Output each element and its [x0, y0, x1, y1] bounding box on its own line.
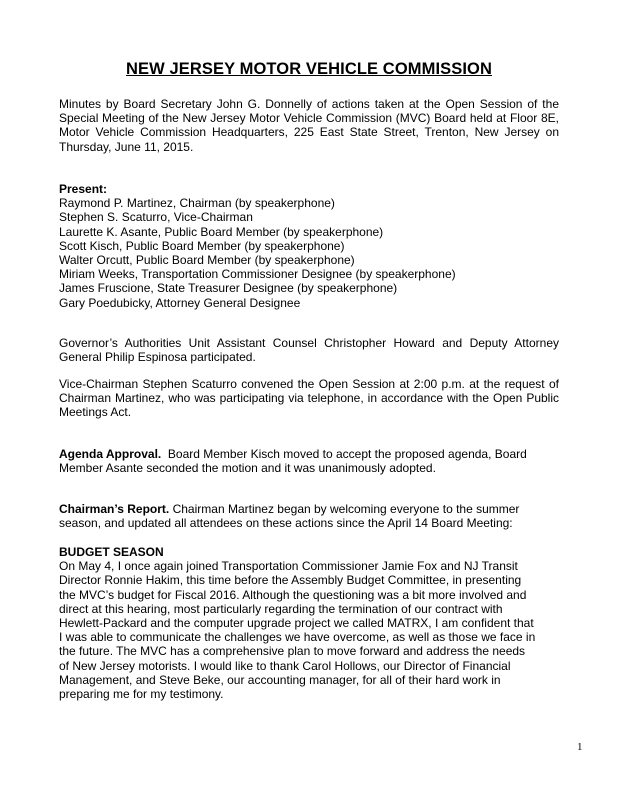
chairman-report-paragraph: [59, 502, 559, 530]
budget-line: direct at this hearing, most particularly regarding the termination of our contract with: [59, 601, 503, 616]
budget-line: of New Jersey motorists. I would like to thank Carol Hollows, our Director of Financial: [59, 658, 511, 673]
chairman-report-heading: Chairman’s Report.: [59, 502, 170, 516]
intro-paragraph: Minutes by Board Secretary John G. Donnelly of actions taken at the Open Session of the Special Meeting of the New Jersey Motor Vehicle Commission (MVC) Board held at Floor 8E, Motor Vehicle Commission Headquarters, 225 East State Street, Trenton, New Jersey on Thursday, June 11, 2015.: [59, 97, 559, 154]
budget-line: Director Ronnie Hakim, this time before the Assembly Budget Committee, in presenting: [59, 573, 522, 588]
budget-heading: BUDGET SEASON: [59, 545, 164, 559]
present-section: [59, 182, 559, 310]
chairman-report-text: Chairman Martinez began by welcoming everyone to the summer season, and updated all attendees on these actions since the April 14 Board Meeting:: [59, 502, 520, 531]
budget-line: Management, and Steve Beke, our accounting manager, for all of their hard work in: [59, 672, 501, 687]
member-line: Miriam Weeks, Transportation Commissioner Designee (by speakerphone): [59, 267, 456, 282]
budget-line: Hewlett-Packard and the computer upgrade project we called MATRX, I am confident that: [59, 616, 534, 631]
budget-line: On May 4, I once again joined Transportation Commissioner Jamie Fox and NJ Transit: [59, 559, 518, 574]
agenda-paragraph: [59, 447, 559, 475]
budget-line: the future. The MVC has a comprehensive plan to move forward and address the needs: [59, 644, 526, 659]
budget-line: the MVC’s budget for Fiscal 2016. Although the questioning was a bit more involved and: [59, 587, 527, 602]
member-line: Walter Orcutt, Public Board Member (by speakerphone): [59, 253, 355, 268]
member-line: Stephen S. Scaturro, Vice-Chairman: [59, 210, 253, 225]
agenda-text: Board Member Kisch moved to accept the proposed agenda, Board Member Asante seconded the motion and it was unanimously adopted.: [59, 447, 527, 476]
budget-line: I was able to communicate the challenges we have overcome, as well as those we face in: [59, 630, 536, 645]
agenda-heading: Agenda Approval.: [59, 447, 162, 461]
participants-paragraph: Governor’s Authorities Unit Assistant Counsel Christopher Howard and Deputy Attorney General Philip Espinosa participated.: [59, 336, 559, 365]
present-heading: Present:: [59, 182, 108, 196]
budget-line: preparing me for my testimony.: [59, 687, 224, 702]
member-line: Raymond P. Martinez, Chairman (by speakerphone): [59, 196, 335, 211]
budget-section: [59, 545, 559, 701]
convened-paragraph: Vice-Chairman Stephen Scaturro convened the Open Session at 2:00 p.m. at the request of Chairman Martinez, who was participating via telephone, in accordance with the Open Public Meetings Act.: [59, 377, 559, 420]
document-title: NEW JERSEY MOTOR VEHICLE COMMISSION: [126, 60, 492, 78]
page-number: 1: [577, 741, 583, 753]
member-line: James Fruscione, State Treasurer Designee (by speakerphone): [59, 281, 398, 296]
member-line: Gary Poedubicky, Attorney General Designee: [59, 295, 301, 310]
member-line: Scott Kisch, Public Board Member (by speakerphone): [59, 238, 345, 253]
member-line: Laurette K. Asante, Public Board Member (by speakerphone): [59, 224, 384, 239]
